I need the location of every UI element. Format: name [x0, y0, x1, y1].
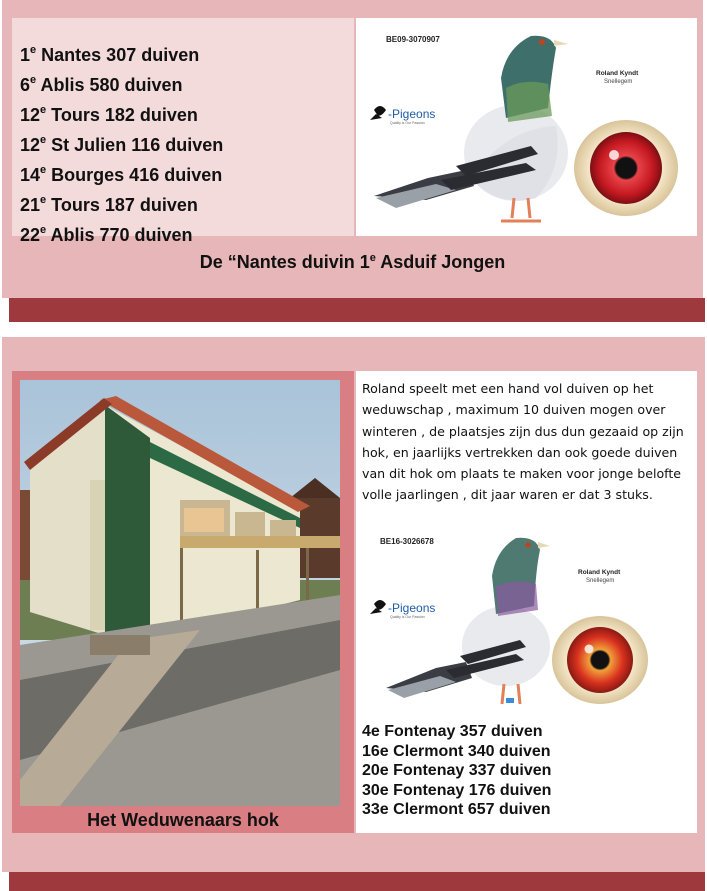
result-line: 30e Fontenay 176 duiven — [362, 781, 552, 799]
result-line: 12e St Julien 116 duiven — [20, 134, 224, 155]
card-2-results-list — [362, 722, 692, 820]
result-line: 20e Fontenay 337 duiven — [362, 762, 552, 779]
loft-description: Roland speelt met een hand vol duiven op het weduwschap , maximum 10 duiven mogen over winteren , de plaatsjes zijn dus dun gezaaid op zijn hok, en jaarlijks vertrekken dan ook goede duiven van dit hok om plaats te maken voor jonge belofte volle jaarlingen , dit jaar waren er dat 3 stuks. — [362, 381, 684, 503]
card-1-results-panel — [12, 18, 354, 245]
result-line: 12e Tours 182 duiven — [20, 104, 198, 125]
result-line: 16e Clermont 340 duiven — [362, 742, 551, 760]
result-line: 33e Clermont 657 duiven — [362, 801, 551, 818]
owner-name: Roland Kyndt — [578, 569, 621, 576]
result-line: 6e Ablis 580 duiven — [20, 74, 183, 95]
result-line: 21e Tours 187 duiven — [20, 194, 198, 215]
owner-name: Roland Kyndt — [596, 70, 639, 77]
pigeon-photo-1 — [356, 18, 697, 236]
svg-text:Quality is Our Passion: Quality is Our Passion — [390, 121, 425, 125]
svg-text:-Pigeons: -Pigeons — [388, 107, 436, 121]
result-line: 4e Fontenay 357 duiven — [362, 723, 543, 740]
result-line: 1e Nantes 307 duiven — [20, 44, 200, 65]
owner-location: Snellegem — [604, 79, 633, 85]
ring-number: BE16-3026678 — [380, 537, 434, 546]
result-line: 22e Ablis 770 duiven — [20, 224, 193, 245]
ring-number: BE09-3070907 — [386, 35, 440, 44]
pigeon-eye-closeup — [552, 616, 648, 704]
loft-photo — [20, 380, 340, 806]
svg-text:-Pigeons: -Pigeons — [388, 601, 436, 615]
result-line: 14e Bourges 416 duiven — [20, 164, 223, 185]
pigeon-eye-closeup — [574, 120, 678, 216]
loft-caption: Het Weduwenaars hok — [87, 810, 279, 830]
svg-text:Quality is Our Passion: Quality is Our Passion — [390, 615, 425, 619]
pigeon-photo-2 — [356, 528, 697, 718]
owner-location: Snellegem — [586, 578, 615, 584]
card-1-caption: De “Nantes duivin 1e Asduif Jongen — [199, 252, 506, 272]
card-1-shadow-bar — [9, 298, 705, 322]
card-2-shadow-bar — [9, 872, 705, 891]
